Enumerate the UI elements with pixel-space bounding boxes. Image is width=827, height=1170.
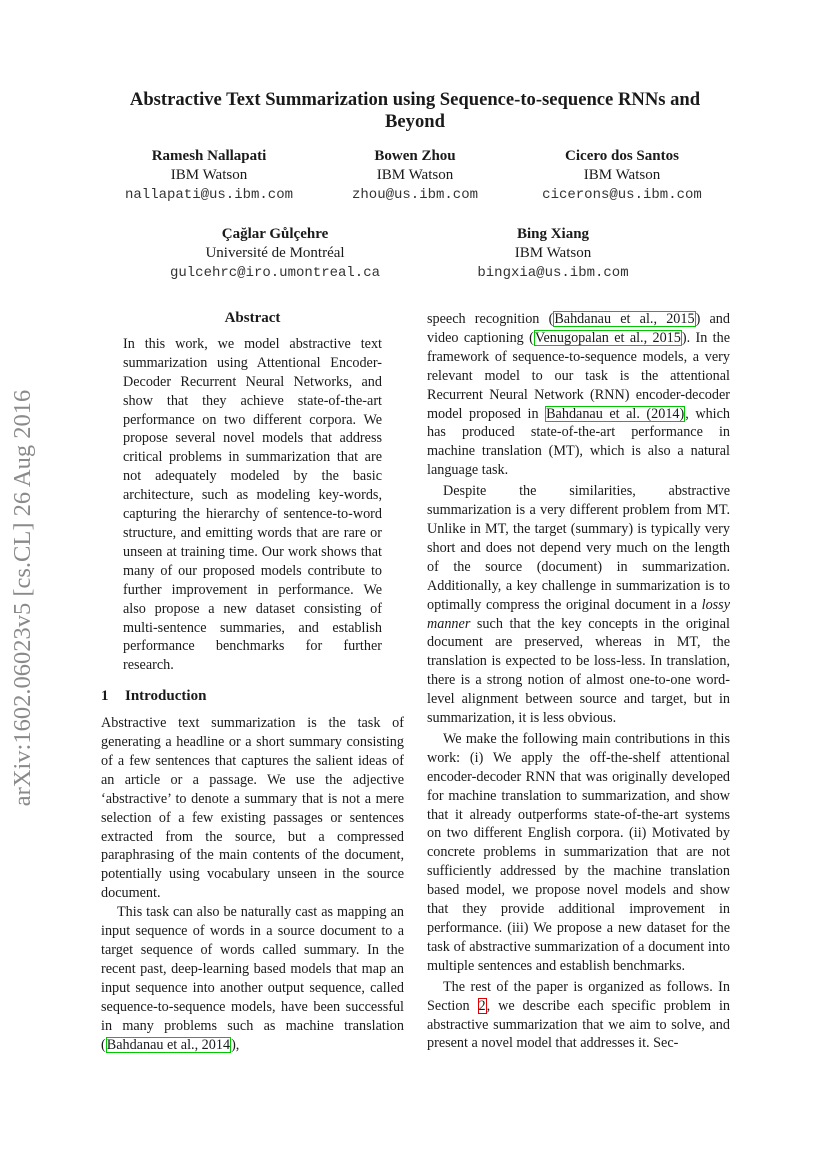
intro-paragraph-6: [427, 978, 730, 1054]
author-affiliation: Université de Montréal: [205, 245, 345, 262]
citation-link[interactable]: Bahdanau et al., 2014: [106, 1036, 231, 1053]
intro-paragraph-4: [427, 482, 730, 728]
section-reference-link[interactable]: 2: [478, 997, 486, 1014]
text-span: ) and video captioning (: [427, 311, 730, 346]
text-span: such that the key concepts in the original document are preserved, whereas in MT, the translation is expected to be loss-less. In translation, there is a strong notion of almost one-to-one word-level alignment between source and target, but in summarization, it is less obvious.: [427, 615, 730, 727]
intro-paragraph-5: We make the following main contributions in this work: (i) We apply the off-the-shelf attentional encoder-decoder RNN that was originally developed for machine translation to summarization, and show that it already outperforms state-of-the-art systems on two different English corpora. (ii) Motivated by concrete problems in summarization that are not sufficiently addressed by the machine translation based model, we propose novel models and show that they provide additional improvement in performance. (iii) We propose a new dataset for the task of abstractive summarization of a document into multiple sentences and establish benchmarks.: [427, 730, 730, 974]
citation-link[interactable]: Bahdanau et al. (2014): [546, 405, 685, 422]
author-name: Bing Xiang: [516, 226, 590, 242]
intro-paragraph-1: Abstractive text summarization is the task of generating a headline or a short summary consisting of a few sentences that captures the salient ideas of an article or a passage. We use the adjective ‘abstractive’ to denote a summary that is not a mere selection of a few existing passages or sentences extracted from the source, but a compressed paraphrasing of the main contents of the document, potentially using vocabulary unseen in the source document.: [101, 715, 404, 902]
text-span: Despite the similarities, abstractive summarization is a very different problem from MT. Unlike in MT, the target (summary) is typically very short and does not depend very much on the length of the source (document) in summarization. Additionally, a key challenge in summarization is to optimally compress the original document in a: [427, 483, 730, 613]
section-heading-introduction: [101, 687, 404, 706]
left-column: [101, 309, 404, 1054]
arxiv-identifier: arXiv:1602.06023v5 [cs.CL] 26 Aug 2016: [9, 389, 36, 807]
author-affiliation: IBM Watson: [514, 245, 592, 262]
abstract-paragraph: In this work, we model abstractive text summarization using Attentional Encoder-Decoder Recurrent Neural Networks, and show that they achieve state-of-the-art performance on two different corpora. We propose several novel models that address critical problems in summarization that are not adequately modeled by the basic architecture, such as modeling key-words, capturing the hierarchy of sentence-to-word structure, and emitting words that are rare or unseen at training time. Our work shows that many of our proposed models contribute to further improvement in performance. We also propose a new dataset consisting of multi-sentence summaries, and establish performance benchmarks for further research.: [123, 335, 382, 674]
author-block: [320, 147, 510, 205]
text-span: , which has produced state-of-the-art performance in machine translation (MT), which is also a natural language task.: [427, 405, 730, 479]
author-email[interactable]: bingxia@us.ibm.com: [477, 264, 629, 281]
abstract-heading: Abstract: [224, 310, 281, 326]
section-title: Introduction: [125, 688, 207, 705]
right-column: [427, 310, 730, 1053]
text-span: This task can also be naturally cast as mapping an input sequence of words in a source document to a target sequence of words called summary. In the recent past, deep-learning based models that map an input sequence into another output sequence, called sequence-to-sequence models, have been successful in many problems such as machine translation (: [101, 904, 404, 1053]
section-number: 1: [101, 688, 109, 705]
author-affiliation: IBM Watson: [583, 167, 661, 184]
author-name: Çağlar Gůlçehre: [221, 226, 329, 242]
author-email[interactable]: gulcehrc@iro.umontreal.ca: [169, 264, 381, 281]
text-span: ),: [231, 1036, 240, 1053]
author-email[interactable]: zhou@us.ibm.com: [351, 186, 479, 203]
author-name: Bowen Zhou: [374, 148, 456, 164]
author-affiliation: IBM Watson: [170, 167, 248, 184]
author-block: [140, 225, 410, 283]
text-span: speech recognition (: [427, 311, 554, 327]
author-block: [100, 147, 318, 205]
citation-link[interactable]: Venugopalan et al., 2015: [534, 329, 681, 346]
intro-paragraph-3: [427, 310, 730, 480]
abstract-text: [101, 335, 404, 675]
paper-title: Abstractive Text Summarization using Sequence-to-sequence RNNs and Beyond: [129, 89, 701, 132]
citation-link[interactable]: Bahdanau et al., 2015: [554, 311, 695, 327]
author-name: Cicero dos Santos: [565, 148, 679, 164]
author-email[interactable]: cicerons@us.ibm.com: [542, 186, 702, 203]
author-affiliation: IBM Watson: [376, 167, 454, 184]
text-span: The rest of the paper is organized as follows. In Section: [427, 978, 730, 1014]
author-block: [448, 225, 658, 283]
author-name: Ramesh Nallapati: [151, 148, 267, 164]
text-span: , we describe each specific problem in abstractive summarization that we aim to solve, and present a novel model that addresses it. Sec-: [427, 997, 730, 1052]
author-email[interactable]: nallapati@us.ibm.com: [124, 186, 294, 203]
emphasis-text: lossy manner: [427, 596, 730, 632]
text-span: ). In the framework of sequence-to-sequence models, a very relevant model to our task is the attentional Recurrent Neural Network (RNN) encoder-decoder model proposed in: [427, 329, 730, 422]
author-block: [512, 147, 732, 205]
intro-paragraph-2: [101, 903, 404, 1054]
